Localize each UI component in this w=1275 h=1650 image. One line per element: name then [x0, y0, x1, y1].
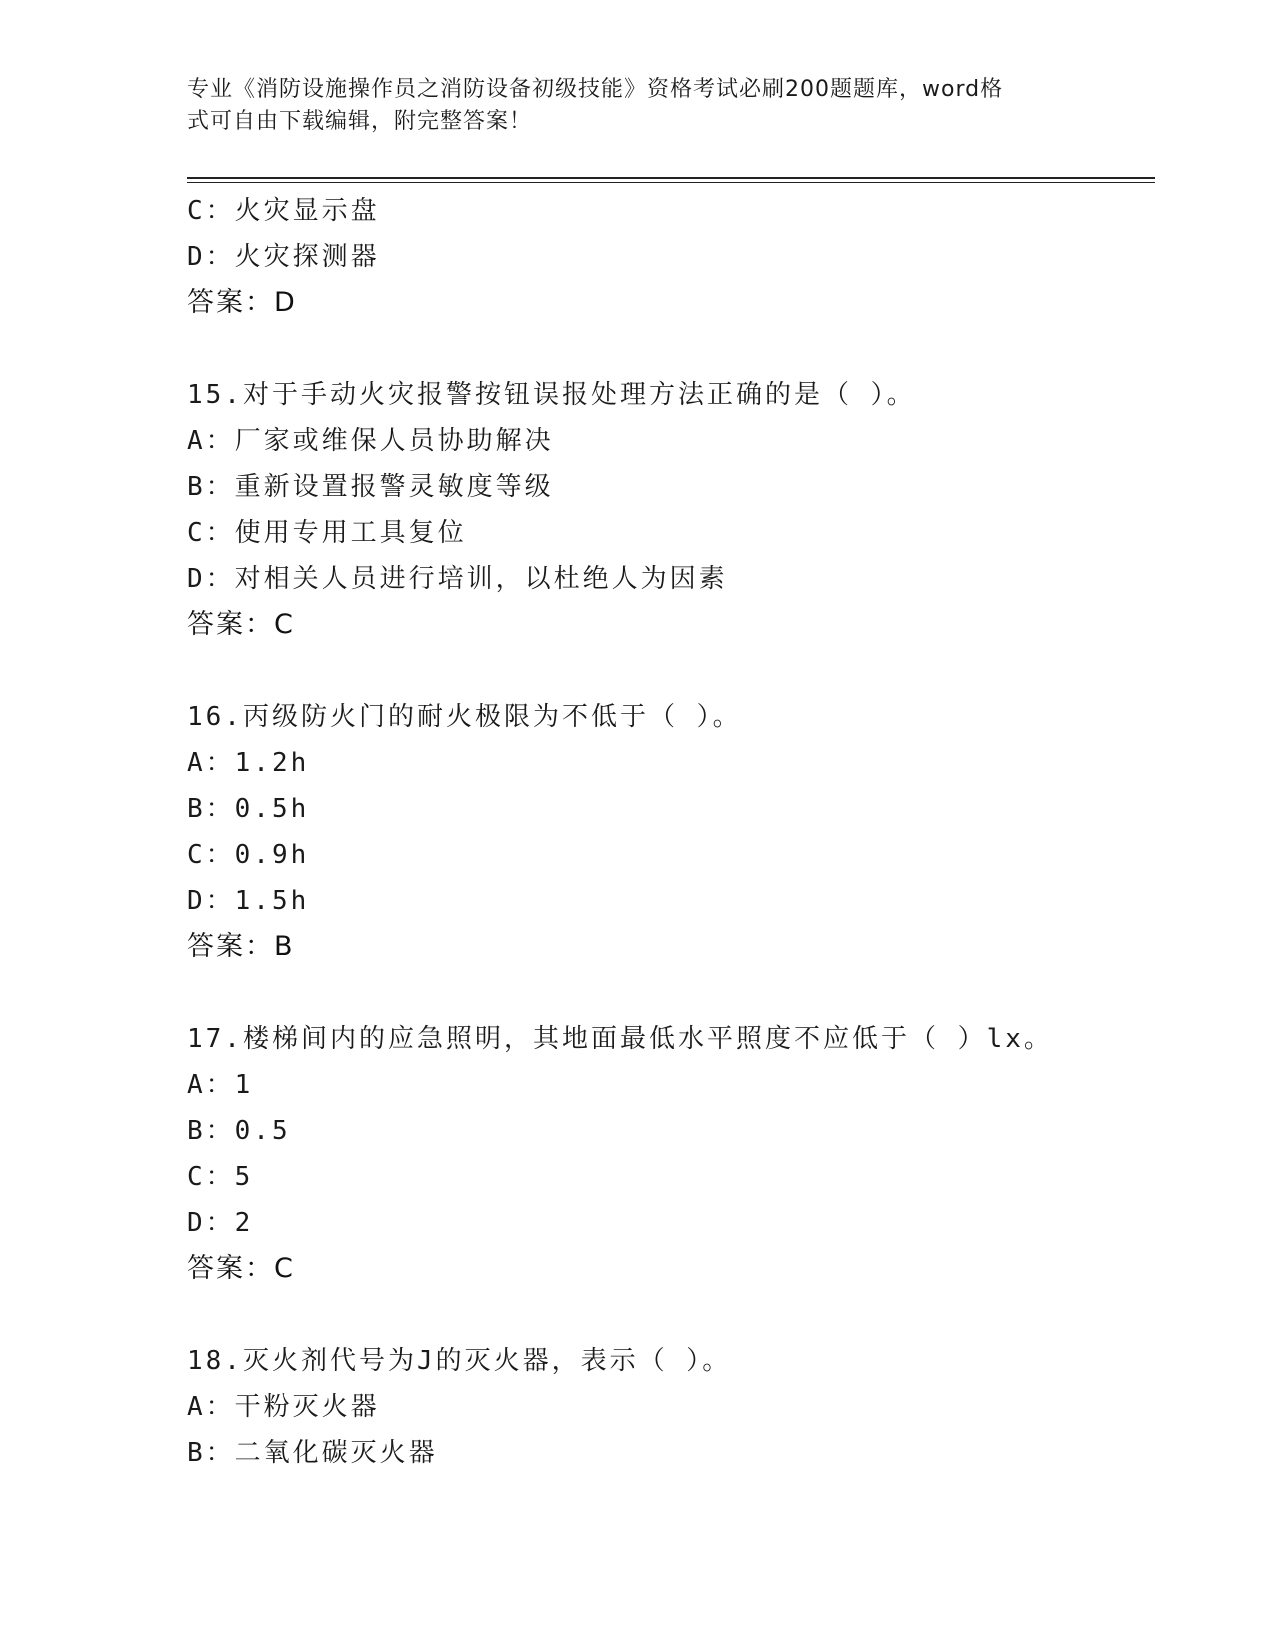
question-17: [187, 1016, 1155, 1292]
option-d: D：2: [187, 1208, 254, 1238]
option-a: A：1: [187, 1070, 254, 1100]
option-a: A：1.2h: [187, 748, 310, 778]
header-line-2: 式可自由下载编辑，附完整答案！: [187, 109, 533, 134]
answer-line: 答案：C: [187, 1253, 295, 1284]
question-stem: 18.灭火剂代号为J的灭火器，表示（ ）。: [187, 1346, 732, 1376]
question-18: [187, 1338, 1155, 1476]
option-b: B：0.5h: [187, 794, 310, 824]
option-c: C：0.9h: [187, 840, 310, 870]
question-stem: 17.楼梯间内的应急照明，其地面最低水平照度不应低于（ ）lx。: [187, 1024, 1053, 1054]
spacer: [187, 1292, 1155, 1338]
header-divider-thin: [187, 182, 1155, 183]
answer-line: 答案：D: [187, 287, 297, 318]
question-stem: 15.对于手动火灾报警按钮误报处理方法正确的是（ ）。: [187, 380, 916, 410]
spacer: [187, 970, 1155, 1016]
option-b: B：重新设置报警灵敏度等级: [187, 472, 554, 502]
document-header: [187, 74, 1067, 138]
option-c: C：火灾显示盘: [187, 196, 380, 226]
option-c: C：使用专用工具复位: [187, 518, 467, 548]
spacer: [187, 648, 1155, 694]
question-stem: 16.丙级防火门的耐火极限为不低于（ ）。: [187, 702, 742, 732]
option-b: B：0.5: [187, 1116, 291, 1146]
option-a: A：厂家或维保人员协助解决: [187, 426, 554, 456]
answer-line: 答案：B: [187, 931, 295, 962]
header-divider-thick: [187, 177, 1155, 179]
option-d: D：1.5h: [187, 886, 310, 916]
header-line-1: 专业《消防设施操作员之消防设备初级技能》资格考试必刷200题题库，word格: [187, 77, 1004, 102]
spacer: [187, 326, 1155, 372]
continued-question: [187, 188, 1155, 326]
option-b: B：二氧化碳灭火器: [187, 1438, 438, 1468]
question-list: [187, 188, 1155, 1476]
answer-line: 答案：C: [187, 609, 295, 640]
question-16: [187, 694, 1155, 970]
question-15: [187, 372, 1155, 648]
option-c: C：5: [187, 1162, 254, 1192]
option-d: D：火灾探测器: [187, 242, 380, 272]
option-a: A：干粉灭火器: [187, 1392, 380, 1422]
option-d: D：对相关人员进行培训，以杜绝人为因素: [187, 564, 728, 594]
